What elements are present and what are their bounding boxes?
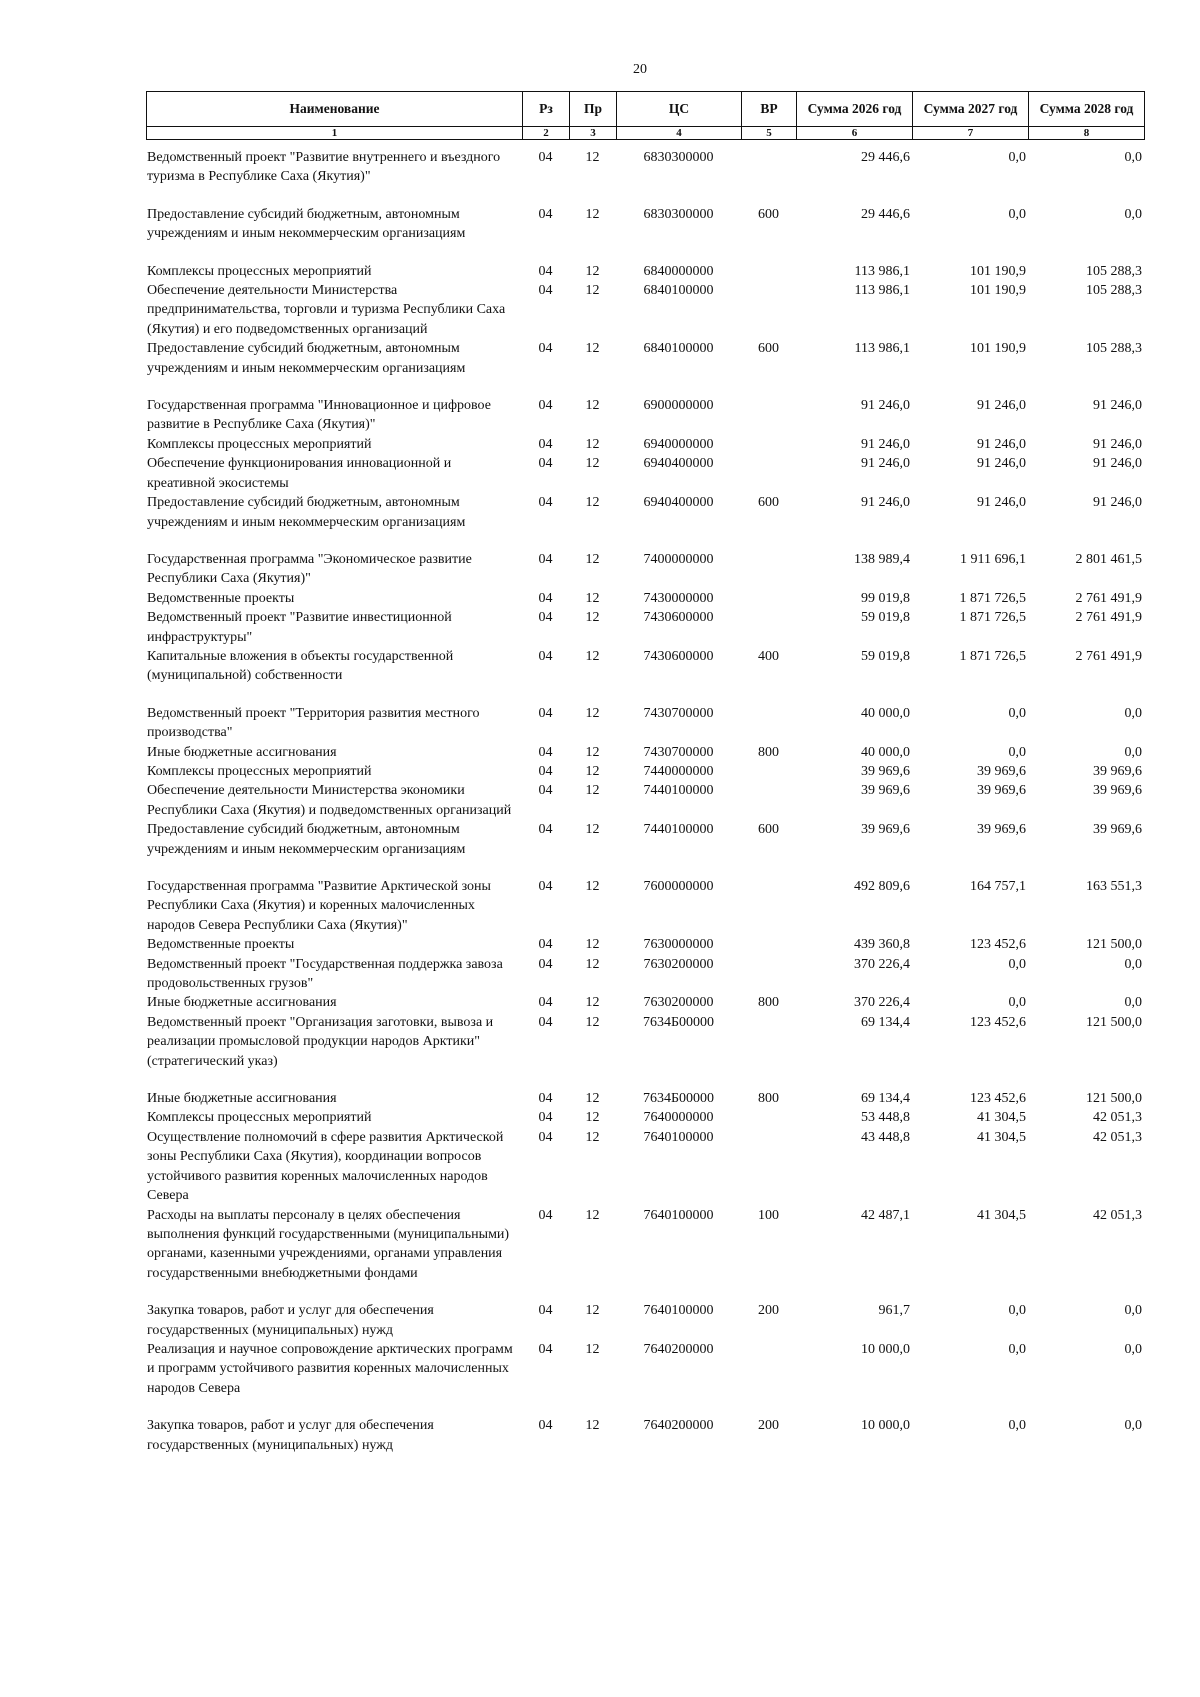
row-vr: 800: [758, 1091, 779, 1107]
row-sum-2028: 2 801 461,5: [1075, 551, 1142, 567]
column-header-row: [147, 92, 1145, 127]
row-sum-2026: 961,7: [878, 1303, 910, 1319]
row-pr: 12: [585, 495, 600, 511]
row-sum-2028: 0,0: [1124, 1303, 1142, 1319]
table-row: [146, 877, 1144, 935]
row-sum-2026: 113 986,1: [854, 341, 910, 357]
row-cs: 7630000000: [643, 937, 714, 953]
column-header-sum-2026: Сумма 2026 год: [797, 92, 913, 127]
row-sum-2027: 0,0: [1008, 956, 1026, 972]
row-sum-2028: 105 288,3: [1086, 283, 1142, 299]
row-pr: 12: [585, 1418, 600, 1434]
table-row: [146, 1089, 1144, 1108]
column-number: 8: [1029, 127, 1145, 140]
row-rz: 04: [538, 1418, 553, 1434]
row-sum-2027: 91 246,0: [977, 495, 1026, 511]
row-name: Иные бюджетные ассигнования: [147, 1091, 337, 1107]
table-row: [146, 435, 1144, 454]
row-pr: 12: [585, 610, 600, 626]
row-pr: 12: [585, 705, 600, 721]
row-cs: 7440100000: [643, 783, 714, 799]
row-sum-2028: 0,0: [1124, 150, 1142, 165]
row-pr: 12: [585, 879, 600, 894]
budget-table: [146, 148, 1144, 1455]
row-sum-2026: 91 246,0: [861, 456, 910, 472]
column-number: 2: [523, 127, 570, 140]
row-sum-2026: 43 448,8: [861, 1129, 910, 1145]
row-name: Ведомственный проект "Развитие внутреннего и въездного туризма в Республике Саха (Якутия)": [147, 150, 501, 185]
row-vr: [741, 1013, 796, 1089]
table-header: [146, 91, 1145, 140]
row-sum-2026: 91 246,0: [861, 398, 910, 414]
row-rz: 04: [538, 206, 553, 222]
row-rz: 04: [538, 995, 553, 1011]
row-sum-2028: 91 246,0: [1093, 398, 1142, 414]
row-sum-2027: 101 190,9: [970, 341, 1026, 357]
row-sum-2028: 42 051,3: [1093, 1110, 1142, 1126]
row-sum-2026: 29 446,6: [861, 206, 910, 222]
row-sum-2028: 121 500,0: [1086, 937, 1142, 953]
row-sum-2028: 42 051,3: [1093, 1207, 1142, 1223]
table-row: [146, 935, 1144, 954]
row-sum-2026: 69 134,4: [861, 1091, 910, 1107]
table-row: [146, 493, 1144, 550]
row-rz: 04: [538, 763, 553, 779]
table-row: [146, 1013, 1144, 1089]
row-sum-2027: 1 871 726,5: [959, 648, 1026, 664]
row-vr: [741, 877, 796, 935]
column-header-sum-2028: Сумма 2028 год: [1029, 92, 1145, 127]
row-pr: 12: [585, 263, 600, 279]
row-vr: [741, 1128, 796, 1206]
row-rz: 04: [538, 150, 553, 165]
row-pr: 12: [585, 456, 600, 472]
row-sum-2026: 91 246,0: [861, 436, 910, 452]
row-sum-2027: 0,0: [1008, 1341, 1026, 1357]
row-pr: 12: [585, 398, 600, 414]
row-cs: 7630200000: [643, 956, 714, 972]
row-sum-2028: 91 246,0: [1093, 456, 1142, 472]
table-row: [146, 608, 1144, 647]
row-rz: 04: [538, 1207, 553, 1223]
row-sum-2027: 0,0: [1008, 705, 1026, 721]
row-cs: 7430000000: [643, 590, 714, 606]
row-name: Обеспечение функционирования инновационной и креативной экосистемы: [147, 456, 452, 491]
row-vr: [741, 608, 796, 647]
row-pr: 12: [585, 1014, 600, 1030]
table-row: [146, 1416, 1144, 1455]
row-name: Капитальные вложения в объекты государственной (муниципальной) собственности: [147, 648, 454, 684]
row-pr: 12: [585, 995, 600, 1011]
row-sum-2027: 1 871 726,5: [959, 610, 1026, 626]
row-rz: 04: [538, 1110, 553, 1126]
row-sum-2028: 2 761 491,9: [1075, 610, 1142, 626]
row-sum-2028: 42 051,3: [1093, 1129, 1142, 1145]
row-sum-2026: 69 134,4: [861, 1014, 910, 1030]
row-sum-2028: 91 246,0: [1093, 436, 1142, 452]
row-sum-2026: 439 360,8: [854, 937, 910, 953]
row-cs: 7440000000: [643, 763, 714, 779]
row-vr: 800: [758, 995, 779, 1011]
row-rz: 04: [538, 879, 553, 894]
table-row: [146, 262, 1144, 281]
column-header-vr: ВР: [742, 92, 797, 127]
table-body: [146, 148, 1144, 1455]
row-rz: 04: [538, 783, 553, 799]
row-vr: 100: [758, 1207, 779, 1223]
row-cs: 7630200000: [643, 995, 714, 1011]
table-row: [146, 1301, 1144, 1340]
row-vr: [741, 435, 796, 454]
row-sum-2027: 123 452,6: [970, 1014, 1026, 1030]
row-pr: 12: [585, 590, 600, 606]
row-vr: [741, 148, 796, 205]
row-sum-2026: 113 986,1: [854, 283, 910, 299]
row-vr: [741, 281, 796, 339]
row-rz: 04: [538, 1014, 553, 1030]
row-name: Закупка товаров, работ и услуг для обеспечения государственных (муниципальных) нужд: [147, 1418, 434, 1453]
row-sum-2027: 0,0: [1008, 150, 1026, 165]
row-sum-2027: 41 304,5: [977, 1207, 1026, 1223]
row-vr: [741, 762, 796, 781]
row-pr: 12: [585, 783, 600, 799]
row-vr: 600: [758, 206, 779, 222]
row-name: Расходы на выплаты персоналу в целях обеспечения выполнения функций государственными (муниципальными) органами, казенными учреждениями, органами управления государственными внебюджетными фондами: [147, 1207, 510, 1281]
row-rz: 04: [538, 263, 553, 279]
row-sum-2026: 40 000,0: [861, 705, 910, 721]
row-sum-2027: 39 969,6: [977, 822, 1026, 838]
row-sum-2026: 370 226,4: [854, 956, 910, 972]
column-number-row: [147, 127, 1145, 140]
table-row: [146, 955, 1144, 994]
row-pr: 12: [585, 1129, 600, 1145]
row-rz: 04: [538, 822, 553, 838]
row-sum-2027: 91 246,0: [977, 436, 1026, 452]
column-header-name: Наименование: [147, 92, 523, 127]
row-sum-2028: 39 969,6: [1093, 822, 1142, 838]
row-sum-2027: 39 969,6: [977, 783, 1026, 799]
row-vr: [741, 704, 796, 743]
column-number: 1: [147, 127, 523, 140]
row-cs: 7640200000: [643, 1418, 714, 1434]
table-row: [146, 1128, 1144, 1206]
column-number: 5: [742, 127, 797, 140]
row-sum-2026: 138 989,4: [854, 551, 910, 567]
row-sum-2028: 163 551,3: [1086, 879, 1142, 894]
row-cs: 7634Б00000: [642, 1014, 715, 1030]
row-name: Закупка товаров, работ и услуг для обеспечения государственных (муниципальных) нужд: [147, 1303, 434, 1338]
row-pr: 12: [585, 1091, 600, 1107]
row-name: Ведомственный проект "Территория развития местного производства": [147, 705, 480, 741]
row-name: Реализация и научное сопровождение арктических программ и программ устойчивого развития коренных малочисленных народов Севера: [147, 1341, 513, 1396]
row-sum-2027: 0,0: [1008, 1303, 1026, 1319]
row-rz: 04: [538, 436, 553, 452]
row-cs: 6900000000: [643, 398, 714, 414]
row-rz: 04: [538, 705, 553, 721]
row-name: Государственная программа "Развитие Арктической зоны Республики Саха (Якутия) и коренных малочисленных народов Севера Республики Саха (Якутия)": [147, 879, 491, 933]
row-vr: [741, 781, 796, 820]
row-vr: [741, 550, 796, 589]
row-pr: 12: [585, 283, 600, 299]
row-vr: [741, 955, 796, 994]
row-rz: 04: [538, 956, 553, 972]
row-pr: 12: [585, 937, 600, 953]
row-sum-2026: 40 000,0: [861, 744, 910, 760]
row-sum-2026: 42 487,1: [861, 1207, 910, 1223]
row-sum-2028: 105 288,3: [1086, 263, 1142, 279]
row-sum-2028: 0,0: [1124, 1341, 1142, 1357]
row-sum-2026: 39 969,6: [861, 783, 910, 799]
column-number: 3: [570, 127, 617, 140]
row-pr: 12: [585, 1110, 600, 1126]
row-cs: 7430600000: [643, 648, 714, 664]
row-sum-2026: 53 448,8: [861, 1110, 910, 1126]
row-pr: 12: [585, 744, 600, 760]
row-cs: 6840100000: [643, 283, 714, 299]
row-rz: 04: [538, 495, 553, 511]
row-sum-2027: 0,0: [1008, 1418, 1026, 1434]
table-row: [146, 1340, 1144, 1416]
row-rz: 04: [538, 456, 553, 472]
row-sum-2028: 0,0: [1124, 956, 1142, 972]
row-pr: 12: [585, 206, 600, 222]
row-sum-2028: 2 761 491,9: [1075, 648, 1142, 664]
row-rz: 04: [538, 648, 553, 664]
table-row: [146, 1206, 1144, 1302]
row-name: Ведомственные проекты: [147, 937, 295, 953]
row-cs: 6840100000: [643, 341, 714, 357]
row-sum-2026: 59 019,8: [861, 648, 910, 664]
row-sum-2026: 91 246,0: [861, 495, 910, 511]
row-name: Предоставление субсидий бюджетным, автономным учреждениям и иным некоммерческим организациям: [147, 495, 466, 530]
row-sum-2026: 370 226,4: [854, 995, 910, 1011]
row-cs: 7400000000: [643, 551, 714, 567]
row-vr: 200: [758, 1418, 779, 1434]
row-vr: [741, 1340, 796, 1416]
row-sum-2026: 10 000,0: [861, 1341, 910, 1357]
row-cs: 7640100000: [643, 1303, 714, 1319]
row-pr: 12: [585, 1207, 600, 1223]
row-sum-2027: 91 246,0: [977, 398, 1026, 414]
row-sum-2027: 123 452,6: [970, 937, 1026, 953]
row-name: Ведомственный проект "Развитие инвестиционной инфраструктуры": [147, 610, 452, 645]
row-cs: 7430600000: [643, 610, 714, 626]
row-sum-2028: 91 246,0: [1093, 495, 1142, 511]
column-number: 7: [913, 127, 1029, 140]
table-row: [146, 704, 1144, 743]
row-name: Комплексы процессных мероприятий: [147, 1110, 372, 1126]
row-sum-2028: 0,0: [1124, 1418, 1142, 1434]
row-vr: 800: [758, 744, 779, 760]
row-rz: 04: [538, 1091, 553, 1107]
row-sum-2027: 123 452,6: [970, 1091, 1026, 1107]
row-sum-2026: 39 969,6: [861, 822, 910, 838]
row-pr: 12: [585, 648, 600, 664]
row-pr: 12: [585, 1303, 600, 1319]
row-rz: 04: [538, 341, 553, 357]
table-row: [146, 820, 1144, 877]
column-header-pr: Пр: [570, 92, 617, 127]
row-rz: 04: [538, 551, 553, 567]
row-sum-2027: 0,0: [1008, 206, 1026, 222]
row-cs: 7640200000: [643, 1341, 714, 1357]
row-pr: 12: [585, 822, 600, 838]
row-vr: [741, 262, 796, 281]
row-rz: 04: [538, 1129, 553, 1145]
row-cs: 7640100000: [643, 1129, 714, 1145]
row-sum-2028: 0,0: [1124, 744, 1142, 760]
row-name: Обеспечение деятельности Министерства предпринимательства, торговли и туризма Республики Саха (Якутия) и его подведомственных организаций: [147, 283, 506, 337]
row-sum-2027: 41 304,5: [977, 1110, 1026, 1126]
row-sum-2027: 0,0: [1008, 995, 1026, 1011]
row-sum-2027: 0,0: [1008, 744, 1026, 760]
row-sum-2027: 1 871 726,5: [959, 590, 1026, 606]
row-name: Ведомственный проект "Государственная поддержка завоза продовольственных грузов": [147, 956, 503, 992]
row-sum-2028: 2 761 491,9: [1075, 590, 1142, 606]
row-vr: [741, 396, 796, 435]
table-row: [146, 1108, 1144, 1127]
row-cs: 6940400000: [643, 456, 714, 472]
row-pr: 12: [585, 763, 600, 779]
column-number: 6: [797, 127, 913, 140]
row-sum-2028: 121 500,0: [1086, 1091, 1142, 1107]
row-vr: 400: [758, 648, 779, 664]
row-pr: 12: [585, 150, 600, 165]
page-number: 20: [633, 62, 647, 77]
row-vr: 600: [758, 822, 779, 838]
row-vr: 200: [758, 1303, 779, 1319]
row-name: Обеспечение деятельности Министерства экономики Республики Саха (Якутия) и подведомственных организаций: [147, 783, 512, 818]
row-cs: 7640100000: [643, 1207, 714, 1223]
row-sum-2027: 1 911 696,1: [960, 551, 1026, 567]
row-rz: 04: [538, 610, 553, 626]
row-cs: 7634Б00000: [642, 1091, 715, 1107]
table-row: [146, 454, 1144, 493]
row-sum-2026: 59 019,8: [861, 610, 910, 626]
row-pr: 12: [585, 1341, 600, 1357]
row-cs: 6830300000: [643, 150, 714, 165]
row-cs: 7600000000: [643, 879, 714, 894]
row-name: Ведомственные проекты: [147, 590, 295, 606]
table-row: [146, 781, 1144, 820]
row-rz: 04: [538, 1341, 553, 1357]
row-rz: 04: [538, 1303, 553, 1319]
row-sum-2028: 121 500,0: [1086, 1014, 1142, 1030]
table-row: [146, 281, 1144, 339]
row-sum-2027: 41 304,5: [977, 1129, 1026, 1145]
table-row: [146, 589, 1144, 608]
row-cs: 7430700000: [643, 705, 714, 721]
row-vr: [741, 1108, 796, 1127]
row-cs: 6940000000: [643, 436, 714, 452]
table-row: [146, 205, 1144, 262]
row-sum-2027: 164 757,1: [970, 879, 1026, 894]
row-cs: 7640000000: [643, 1110, 714, 1126]
row-cs: 6940400000: [643, 495, 714, 511]
row-cs: 6830300000: [643, 206, 714, 222]
row-sum-2027: 91 246,0: [977, 456, 1026, 472]
row-name: Иные бюджетные ассигнования: [147, 995, 337, 1011]
row-pr: 12: [585, 436, 600, 452]
row-name: Комплексы процессных мероприятий: [147, 263, 372, 279]
row-name: Комплексы процессных мероприятий: [147, 436, 372, 452]
row-name: Иные бюджетные ассигнования: [147, 744, 337, 760]
row-name: Государственная программа "Инновационное и цифровое развитие в Республике Саха (Якутия)": [147, 398, 491, 433]
row-sum-2027: 39 969,6: [977, 763, 1026, 779]
table-row: [146, 762, 1144, 781]
row-pr: 12: [585, 341, 600, 357]
row-name: Предоставление субсидий бюджетным, автономным учреждениям и иным некоммерческим организациям: [147, 206, 466, 242]
row-sum-2026: 10 000,0: [861, 1418, 910, 1434]
row-sum-2028: 39 969,6: [1093, 763, 1142, 779]
table-row: [146, 339, 1144, 396]
table-row: [146, 993, 1144, 1012]
row-vr: [741, 589, 796, 608]
row-sum-2027: 101 190,9: [970, 283, 1026, 299]
column-header-cs: ЦС: [617, 92, 742, 127]
table-row: [146, 550, 1144, 589]
row-vr: 600: [758, 495, 779, 511]
table-row: [146, 647, 1144, 704]
row-rz: 04: [538, 937, 553, 953]
row-sum-2028: 0,0: [1124, 206, 1142, 222]
row-name: Предоставление субсидий бюджетным, автономным учреждениям и иным некоммерческим организациям: [147, 341, 466, 376]
row-rz: 04: [538, 398, 553, 414]
row-sum-2026: 99 019,8: [861, 590, 910, 606]
row-sum-2028: 105 288,3: [1086, 341, 1142, 357]
row-pr: 12: [585, 551, 600, 567]
row-rz: 04: [538, 744, 553, 760]
row-sum-2026: 29 446,6: [861, 150, 910, 165]
row-name: Предоставление субсидий бюджетным, автономным учреждениям и иным некоммерческим организациям: [147, 822, 466, 857]
row-sum-2026: 39 969,6: [861, 763, 910, 779]
row-cs: 6840000000: [643, 263, 714, 279]
row-sum-2028: 0,0: [1124, 995, 1142, 1011]
row-sum-2028: 39 969,6: [1093, 783, 1142, 799]
row-cs: 7440100000: [643, 822, 714, 838]
column-header-rz: Рз: [523, 92, 570, 127]
table-row: [146, 743, 1144, 762]
row-name: Осуществление полномочий в сфере развития Арктической зоны Республики Саха (Якутия), координации вопросов устойчивого развития коренных малочисленных народов Севера: [147, 1129, 504, 1204]
row-sum-2026: 492 809,6: [854, 879, 910, 894]
row-name: Ведомственный проект "Организация заготовки, вывоза и реализации промысловой продукции народов Арктики" (стратегический указ): [147, 1014, 494, 1069]
row-name: Государственная программа "Экономическое развитие Республики Саха (Якутия)": [147, 551, 472, 587]
row-cs: 7430700000: [643, 744, 714, 760]
row-vr: [741, 935, 796, 954]
column-header-sum-2027: Сумма 2027 год: [913, 92, 1029, 127]
row-vr: 600: [758, 341, 779, 357]
column-number: 4: [617, 127, 742, 140]
row-rz: 04: [538, 590, 553, 606]
row-pr: 12: [585, 956, 600, 972]
table-row: [146, 396, 1144, 435]
row-sum-2026: 113 986,1: [854, 263, 910, 279]
row-sum-2027: 101 190,9: [970, 263, 1026, 279]
row-name: Комплексы процессных мероприятий: [147, 763, 372, 779]
row-vr: [741, 454, 796, 493]
table-row: [146, 148, 1144, 205]
row-sum-2028: 0,0: [1124, 705, 1142, 721]
row-rz: 04: [538, 283, 553, 299]
